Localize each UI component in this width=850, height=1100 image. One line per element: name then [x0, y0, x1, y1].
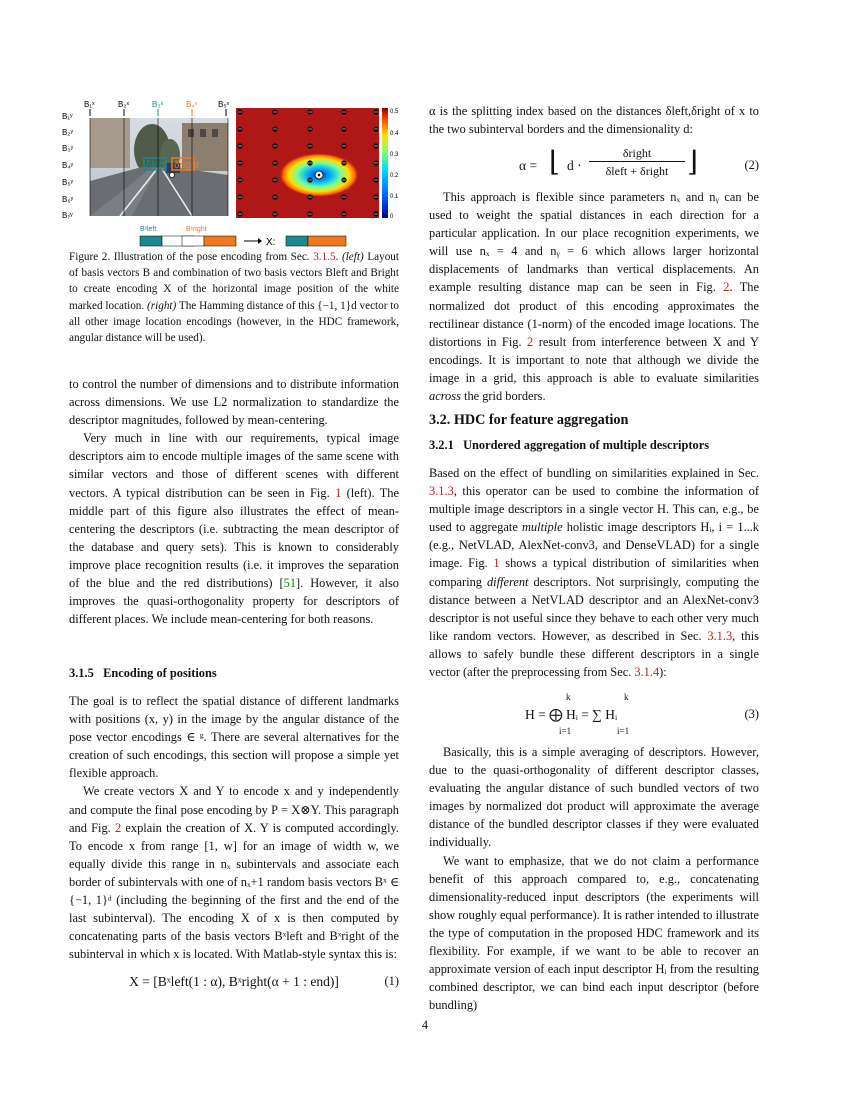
- figure-2-graphic: [62, 95, 402, 255]
- colorbar-tick-2: 0.3: [390, 152, 399, 158]
- caption-t1: Layout of basis vectors B and combination of two basis vectors B: [69, 251, 400, 280]
- figure-caption: Figure 2. Illustration of the pose encoding from Sec. 3.1.5. (left) Layout of basis vectors B and combination of two basis vectors Bleft and Bright to create encoding X of the horizontal image position of the white marked location. (right) The Hamming distance of this {−1, 1}d vector to all other image location encodings (however, in the HDC framework, angular distance will be used).: [69, 251, 400, 345]
- caption-t3: right to create encoding X of the horizontal image position of the white marked location.: [69, 267, 399, 312]
- fig-2-link-b[interactable]: 2: [527, 334, 534, 349]
- equation-2-d: d ·: [567, 158, 582, 173]
- equation-2-numerator: δright: [589, 146, 685, 162]
- basis-label-x5: B₅ˣ: [218, 100, 230, 109]
- equation-2-number: (2): [744, 158, 759, 172]
- cite-51-link[interactable]: 51: [283, 576, 297, 591]
- equation-2: α = ⌊ d · δright δleft + δright ⌋ (2): [519, 146, 759, 178]
- basis-label-y3: B₃ʸ: [62, 144, 74, 153]
- sec-3-1-3-link-b[interactable]: 3.1.3: [707, 628, 733, 643]
- section-3-1-5-heading: 3.1.5 Encoding of positions: [69, 666, 217, 680]
- basis-label-y7: B₇ʸ: [62, 211, 73, 220]
- colorbar-tick-4: 0.1: [390, 194, 399, 200]
- right-paragraph-2: This approach is flexible since parameters nₓ and nᵧ can be used to weight the spatial distances in each direction for a particular application. In our place recognition experiments, we will use nₓ = 4 and nᵧ = 6 which allows larger horizontal displacements of landmarks than vertical displacements. An example resulting distance map can be seen in Fig. 2. The normalized dot product of this encoding approximates the rectilinear distance (1-norm) of the encoded image locations. The distortions in Fig. 2 result from interference between X and Y encodings. It is important to note that although we divide the image in a grid, this approach is able to evaluate similarities across the grid borders.: [429, 190, 759, 404]
- right-paragraph-5: We want to emphasize, that we do not claim a performance benefit of this approach compared to, e.g., concatenating dimensionality-reduced input descriptors (the experiments will show roughly equal performance). It is rather intended to illustrate the type of computation in the proposed HDC framework and its flexibility. For example, if we want to be able to recover an approximate version of each input descriptor Hᵢ from the resulting combined descriptor, we can bind each input descriptor (before bundling): [429, 853, 759, 1013]
- colorbar-tick-5: 0: [390, 214, 394, 220]
- basis-label-y1: B₁ʸ: [62, 112, 73, 121]
- section-3-2-1-heading: 3.2.1 Unordered aggregation of multiple descriptors: [429, 438, 710, 452]
- basis-label-x3: B₃ˣ: [152, 100, 164, 109]
- fig-1-link[interactable]: 1: [335, 485, 342, 500]
- basis-label-x4: B₄ˣ: [186, 100, 198, 109]
- delta-right-label: δright: [174, 160, 200, 171]
- right-paragraph-3: Based on the effect of bundling on similarities explained in Sec. 3.1.3, this operator can be used to combine the information of multiple image descriptors in a single vector H. This can, e.g., be used to aggregate multiple holistic image descriptors Hᵢ, i = 1...k (e.g., NetVLAD, AlexNet-conv3, and DenseVLAD) for a single image. Fig. 1 shows a typical distribution of similarities when comparing different descriptors. Not surprisingly, computing the distance between a NetVLAD descriptor and an AlexNet-conv3 descriptor is not useful since they behave to each other very much like random vectors. However, as described in Sec. 3.1.3, this allows to safely bundle these different descriptors in a single vector (after the preprocessing from Sec. 3.1.4):: [429, 466, 760, 680]
- left-paragraph-1: to control the number of dimensions and to distribute information across dimensions. We use L2 normalization to standardize the descriptor magnitudes, followed by mean-centering.: [69, 377, 399, 428]
- section-3-2-heading: 3.2. HDC for feature aggregation: [429, 412, 629, 428]
- fig-2-link-a[interactable]: 2: [723, 280, 730, 295]
- basis-labels-left: [62, 112, 74, 220]
- sec-3-1-4-link[interactable]: 3.1.4: [634, 665, 660, 680]
- left-paragraph-3: The goal is to reflect the spatial distance of different landmarks with positions (x, y) in the image by the angular distance of the pose vector encodings ∈ ᵍ. There are several alternatives for the creation of such encodings, this section will propose a simple yet flexible approach.: [69, 694, 399, 781]
- basis-label-x1: B₁ˣ: [84, 100, 95, 109]
- equation-2-denominator: δleft + δright: [605, 164, 669, 178]
- equation-3-number: (3): [744, 707, 759, 721]
- caption-t5: d vector to all other image location encodings (however, in the HDC framework, angular distance will be used).: [69, 299, 399, 345]
- basis-label-y4: B₄ʸ: [62, 161, 74, 170]
- right-paragraph-1: α is the splitting index based on the distances δleft,δright of x to the two subinterval borders and the dimensionality d:: [429, 104, 759, 137]
- colorbar-tick-1: 0.4: [390, 131, 399, 137]
- equation-1: [69, 974, 399, 990]
- basis-label-y6: B₆ʸ: [62, 195, 74, 204]
- equation-3-body: H = ⨁ Hᵢ = ∑ Hᵢ: [525, 707, 618, 722]
- left-paragraph-4: We create vectors X and Y to encode x and y independently and compute the final pose encoding by P = X⊗Y. This paragraph and Fig. 2 explain the creation of X. Y is computed accordingly. To encode x from range [1, w] for an image of width w, we equally divide this range in nₓ subintervals and associate each border of subintervals with one of nₓ+1 random basis vectors Bˣ ∈ {−1, 1}ᵈ (including the beginning of the first and the end of the last subinterval). The encoding X of x is then computed by concatenating parts of the basis vectors Bˣleft and Bˣright of the subinterval in which x is located. With Matlab-style syntax this is:: [69, 784, 399, 962]
- delta-left-label: δleft: [146, 160, 165, 171]
- x-encoding-label: X:: [266, 237, 276, 248]
- b-left-label: Bˣleft: [140, 226, 157, 233]
- caption-t4: The Hamming distance of this {−1, 1}: [178, 299, 352, 312]
- figure-2: [62, 95, 402, 255]
- equation-3-index-b: i=1: [617, 726, 630, 736]
- basis-label-y5: B₅ʸ: [62, 178, 74, 187]
- colorbar-ticks: [390, 109, 399, 220]
- fig-2-link[interactable]: 2: [114, 820, 122, 835]
- caption-sec-link[interactable]: 3.1.5: [313, 251, 336, 263]
- basis-label-y2: B₂ʸ: [62, 128, 74, 137]
- equation-3: [429, 692, 759, 738]
- caption-t2: left and B: [332, 267, 378, 280]
- caption-right-tag: (right): [147, 299, 177, 312]
- left-paragraph-2: Very much in line with our requirements, typical image descriptors aim to encode multiple images of the same scene with similar vectors and those of different scenes with different vectors. A typical distribution can be seen in Fig. 1 (left). The middle part of this figure also illustrates the effect of mean-centering the descriptors (i.e. subtracting the mean descriptor of the database and query sets). This is known to considerably improve place recognition results (i.e. it improves the separation of the blue and the red distributions) [51]. However, it also improves the quasi-orthogonality property for descriptors of different places. We include mean-centering for both reasons.: [69, 431, 399, 627]
- equation-1-body: X = [Bˣleft(1 : α), Bˣright(α + 1 : end)]: [129, 974, 339, 989]
- caption-lead: Figure 2. Illustration of the pose encoding from Sec.: [69, 251, 314, 263]
- right-paragraph-4: Basically, this is a simple averaging of descriptors. However, due to the quasi-orthogonality of different descriptor classes, evaluating the angular distance of such bundled vectors of two images by normalized dot product will approximate the average distance of the bundled descriptor classes if they were evaluated individually.: [429, 745, 759, 850]
- equation-2-lhs: α =: [519, 158, 538, 173]
- colorbar-tick-3: 0.2: [390, 173, 399, 179]
- page-number: 4: [421, 1018, 429, 1032]
- equation-3-index-a: i=1: [559, 726, 572, 736]
- equation-1-number: (1): [384, 974, 399, 988]
- fig-1-link-b[interactable]: 1: [493, 556, 500, 571]
- equation-3-k-upper-a: k: [566, 692, 571, 702]
- b-right-label: Bˣright: [186, 226, 207, 233]
- basis-labels-top: [84, 100, 230, 109]
- basis-label-x2: B₂ˣ: [118, 100, 130, 109]
- colorbar-tick-0: 0.5: [390, 109, 399, 115]
- caption-left-tag: (left): [341, 251, 364, 263]
- equation-3-k-upper-b: k: [624, 692, 629, 702]
- sec-3-1-3-link[interactable]: 3.1.3: [429, 484, 454, 499]
- hamming-heatmap: [236, 108, 399, 220]
